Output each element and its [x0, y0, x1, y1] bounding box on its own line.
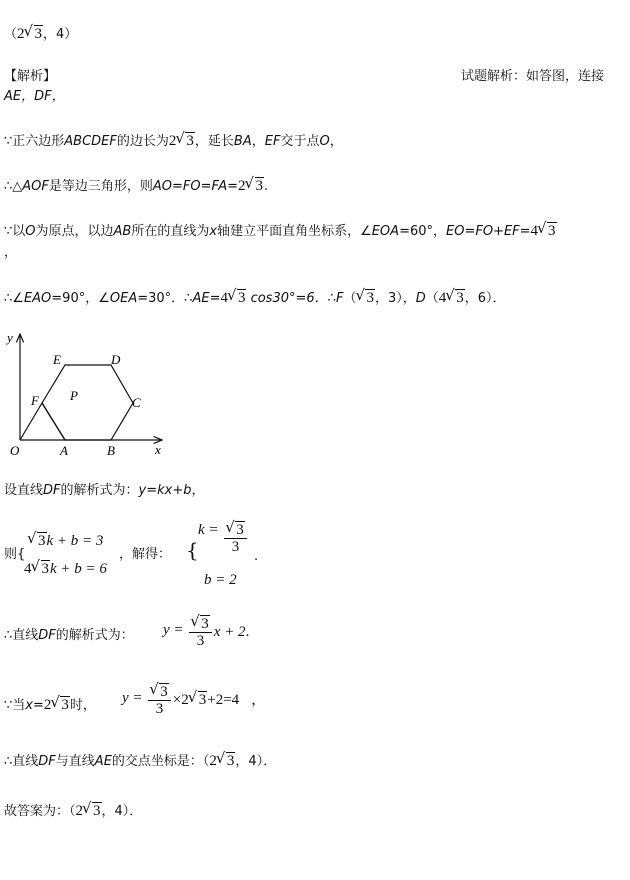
sqrt-symbol [189, 691, 208, 709]
radicand: 3 [160, 684, 168, 700]
solve-label: ，解得： [119, 547, 172, 562]
radicand: 3 [41, 561, 49, 577]
radicand: 3 [61, 697, 69, 713]
coordinate-statement [4, 222, 557, 241]
fraction [148, 684, 171, 717]
radicand: 3 [366, 290, 374, 306]
text: EO=FO+EF= [446, 224, 531, 239]
denominator: 3 [231, 539, 240, 555]
text: EF [264, 134, 281, 149]
system-then: 则{ [4, 547, 26, 562]
segment-of [20, 403, 42, 440]
k-fraction [224, 522, 247, 555]
intersection-statement [4, 752, 276, 771]
text: 故答案为：（ [4, 804, 76, 819]
text: 时， [69, 698, 96, 713]
text: 的解析式为： [60, 483, 139, 498]
text: cos30°=6．∴ [246, 291, 336, 306]
denominator: 3 [196, 633, 205, 649]
label-x: x [155, 442, 161, 457]
b-solution: b = 2 [204, 572, 237, 588]
text: x + 2 [213, 623, 246, 640]
coef: 2 [168, 133, 177, 149]
text: F [335, 291, 344, 306]
sqrt-symbol [446, 289, 465, 307]
substitution-formula [122, 684, 266, 717]
sqrt-symbol [217, 752, 236, 770]
text: . [245, 623, 250, 640]
text: AE [94, 754, 112, 769]
text: y=kx+b [138, 483, 192, 498]
radicand: 3 [237, 290, 246, 306]
sqrt-symbol [51, 696, 70, 714]
text: =30°．∴ [137, 291, 193, 306]
radicand: 3 [186, 133, 194, 149]
analysis-intro: 试题解析：如答图，连接 [461, 69, 605, 84]
text: ∵以 [4, 224, 26, 239]
coef: 4 [438, 290, 447, 306]
sqrt-symbol [150, 684, 169, 700]
text: k + b = 3 [46, 533, 104, 549]
text: ABCDEF [64, 134, 117, 149]
text: O [25, 224, 36, 239]
coef: 4 [530, 223, 539, 239]
label-p: P [70, 388, 78, 403]
sqrt-symbol [176, 132, 195, 150]
text: DF [38, 754, 56, 769]
text: （ [425, 291, 439, 306]
text: 与直线 [55, 754, 95, 769]
radicand: 3 [456, 290, 464, 306]
text: x [25, 698, 33, 713]
equation-2 [24, 560, 107, 578]
coef: 2 [209, 753, 217, 769]
sqrt-symbol [538, 222, 557, 240]
text: y = [122, 689, 143, 706]
sqrt-symbol [28, 532, 47, 550]
rest: ，4） [43, 27, 78, 42]
text: ，延长 [194, 134, 234, 149]
sqrt-symbol [226, 522, 245, 538]
coef: 4 [24, 561, 32, 577]
radicand: 3 [548, 223, 556, 239]
text: BA [233, 134, 252, 149]
sqrt-symbol [32, 560, 51, 578]
coef: 2 [43, 697, 52, 713]
label-b: B [107, 443, 115, 458]
text: x [209, 224, 218, 239]
text: ，3）， [374, 291, 416, 306]
text: ∵正六边形 [4, 134, 65, 149]
text: ，4）． [235, 754, 277, 769]
label-d: D [111, 352, 121, 367]
substitution-statement [4, 696, 96, 715]
text: y = [163, 621, 184, 638]
text: . [264, 179, 269, 194]
text: ×2 [172, 691, 189, 708]
text: AOF [22, 179, 49, 194]
label-o: O [10, 443, 20, 458]
text: 轴建立平面直角坐标系，∠ [217, 224, 372, 239]
k-solution [198, 522, 249, 555]
text: ∴△ [4, 179, 23, 194]
paren-open: （ [4, 27, 18, 42]
text: =90°，∠ [51, 291, 110, 306]
text: ， [329, 134, 343, 149]
text: k + b = 6 [50, 561, 107, 577]
numerator [148, 684, 171, 701]
system-end: . [254, 549, 259, 564]
text: 是等边三角形，则 [48, 179, 153, 194]
sqrt-symbol [191, 616, 210, 632]
text: D [415, 291, 426, 306]
coef: 2 [17, 26, 25, 42]
text: AE [192, 291, 210, 306]
numerator [224, 522, 247, 539]
text: 交于点 [280, 134, 320, 149]
radicand: 3 [93, 803, 101, 819]
hexagon-figure [0, 328, 175, 463]
angle-statement [4, 289, 506, 308]
comma-line: ， [4, 245, 18, 260]
coef: 2 [75, 803, 84, 819]
final-answer [4, 802, 142, 821]
text: 的边长为 [116, 134, 169, 149]
connect-line: AE，DF， [4, 89, 65, 104]
equation-1 [28, 532, 103, 550]
text: ，6）． [464, 291, 506, 306]
text: = [32, 698, 44, 713]
coef: 4 [220, 290, 228, 306]
text: +2=4 [207, 691, 240, 708]
numerator [189, 616, 212, 633]
segment-af [42, 403, 65, 440]
radicand: 3 [198, 691, 207, 708]
text: = [209, 291, 221, 306]
label-c: C [132, 395, 141, 410]
text: EAO [23, 291, 52, 306]
equilateral-statement [4, 177, 268, 196]
text: （ [343, 291, 357, 306]
hexagon-outline [42, 365, 133, 440]
sqrt-symbol [246, 177, 265, 195]
radicand: 3 [255, 178, 264, 194]
denominator: 3 [155, 701, 164, 717]
text: AB [113, 224, 132, 239]
df-formula [163, 616, 249, 649]
sqrt-symbol [25, 25, 44, 43]
radicand: 3 [236, 522, 244, 538]
radicand: 3 [38, 533, 46, 549]
text: k = [198, 521, 219, 538]
text: 的交点坐标是：（ [111, 754, 210, 769]
label-y: y [7, 330, 13, 345]
text: ∴∠ [4, 291, 24, 306]
radicand: 3 [226, 753, 235, 769]
coef: 2 [238, 178, 246, 194]
text: ，4）． [101, 804, 143, 819]
hexagon-statement [4, 132, 343, 151]
line-df-setup [4, 482, 205, 500]
text: EOA [371, 224, 400, 239]
label-a: A [60, 443, 68, 458]
text: =60°， [399, 224, 446, 239]
text: ， [251, 134, 265, 149]
brace-symbol: { [186, 538, 199, 562]
label-f: F [31, 393, 39, 408]
text: OEA [109, 291, 138, 306]
text: ， [191, 483, 205, 498]
text: O [319, 134, 330, 149]
text: ∵当 [4, 698, 26, 713]
text: ∴直线 [4, 628, 39, 643]
radicand: 3 [201, 616, 209, 632]
text: DF [43, 483, 61, 498]
fraction [189, 616, 212, 649]
sqrt-symbol [228, 289, 247, 307]
text: ， [251, 691, 267, 708]
sqrt-symbol [83, 802, 102, 820]
radicand: 3 [34, 26, 43, 42]
text: ∴直线 [4, 754, 39, 769]
label-e: E [53, 352, 61, 367]
top-answer [4, 25, 77, 44]
text: 的解析式为： [55, 628, 134, 643]
analysis-tag: 【解析】 [4, 69, 57, 84]
text: 为原点，以边 [35, 224, 114, 239]
text: 所在的直线为 [131, 224, 210, 239]
text: AO=FO=FA= [152, 179, 239, 194]
df-expression [4, 627, 134, 645]
text: DF [38, 628, 56, 643]
text: 设直线 [4, 483, 44, 498]
sqrt-symbol [356, 289, 375, 307]
